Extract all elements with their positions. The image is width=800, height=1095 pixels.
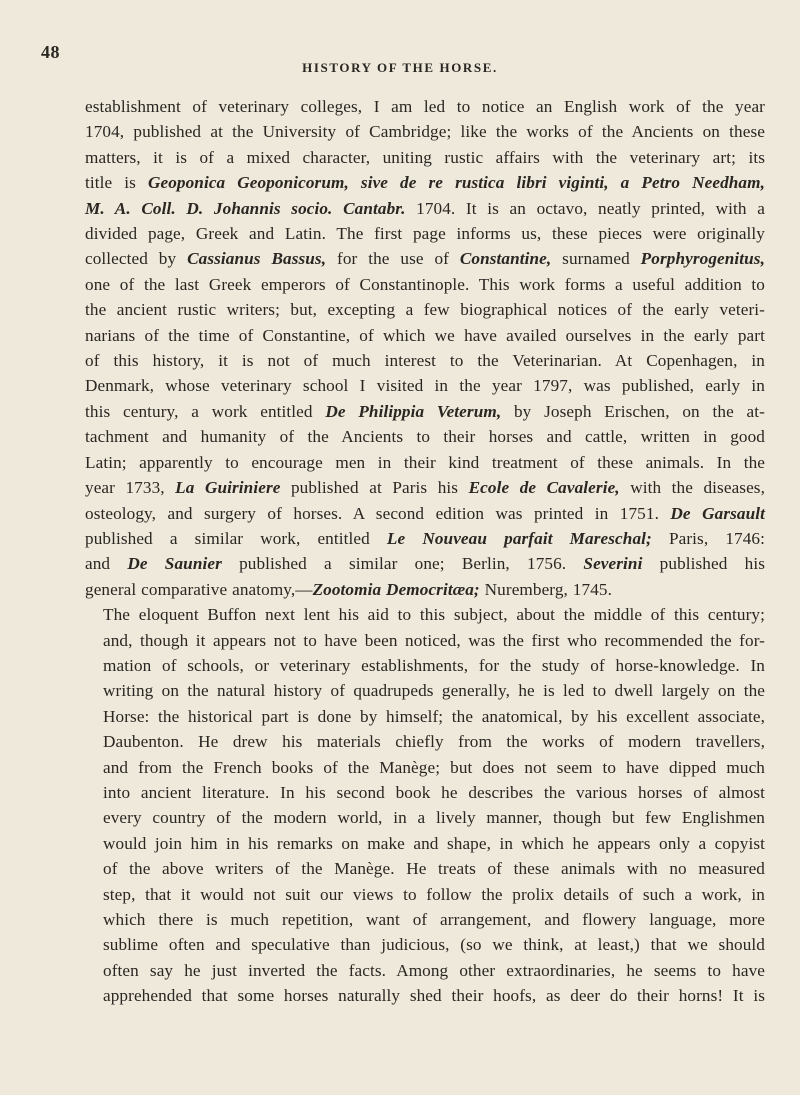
text-run: by Joseph Erischen, on the at- — [501, 401, 765, 421]
text-line — [85, 983, 765, 1008]
text-run: one of the last Greek emperors of Constantinople. This work forms a useful addition to — [85, 274, 765, 294]
italic-title: De Philippia Veterum, — [325, 401, 502, 421]
text-run: tachment and humanity of the Ancients to their horses and cattle, written in good — [85, 427, 765, 447]
italic-title: Geoponica Geoponicorum, sive de re rustica libri viginti, a Petro Needham, — [147, 173, 765, 193]
text-line — [85, 831, 765, 856]
italic-title: Cassianus Bassus, — [187, 249, 327, 269]
text-line — [85, 551, 765, 576]
italic-title: De Garsault — [670, 503, 765, 523]
text-run: and, though it appears not to have been noticed, was the first who recommended the for- — [103, 630, 765, 650]
text-line — [85, 882, 765, 907]
text-run: osteology, and surgery of horses. A second edition was printed in 1751. — [85, 503, 671, 523]
body-text — [85, 94, 765, 1009]
paragraph — [85, 94, 765, 602]
text-line — [85, 450, 765, 475]
text-run: step, that it would not suit our views to follow the prolix details of such a work, in — [103, 884, 765, 904]
text-run: Latin; apparently to encourage men in their kind treatment of these animals. In the — [85, 452, 765, 472]
text-run: published at Paris his — [280, 478, 469, 498]
text-run: mation of schools, or veterinary establishments, for the study of horse-knowledge. In — [103, 655, 765, 675]
text-run: Daubenton. He drew his materials chiefly from the works of modern travellers, — [103, 732, 765, 752]
paragraph — [85, 602, 765, 1009]
italic-title: Severini — [583, 554, 643, 574]
text-run: matters, it is of a mixed character, uniting rustic affairs with the veterinary art; its — [85, 147, 765, 167]
text-line — [85, 704, 765, 729]
text-run: Paris, 1746: — [651, 528, 765, 548]
text-line — [85, 805, 765, 830]
text-line — [85, 577, 765, 602]
text-run: often say he just inverted the facts. Among other extraordinaries, he seems to have — [103, 960, 765, 980]
text-line — [85, 196, 765, 221]
text-line — [85, 602, 765, 627]
text-line — [85, 119, 765, 144]
text-run: sublime often and speculative than judicious, (so we think, at least,) that we should — [103, 935, 765, 955]
page-number: 48 — [41, 42, 60, 62]
text-run: for the use of — [326, 249, 460, 269]
text-run: title is — [85, 173, 148, 193]
text-run: writing on the natural history of quadrupeds generally, he is led to dwell largely on the — [103, 681, 765, 701]
italic-title: Ecole de Cavalerie, — [468, 478, 620, 498]
italic-title: Constantine, — [459, 249, 552, 269]
text-run: with the diseases, — [619, 478, 765, 498]
text-line — [85, 94, 765, 119]
text-run: of the above writers of the Manège. He treats of these animals with no measured — [103, 859, 765, 879]
text-run: Denmark, whose veterinary school I visited in the year 1797, was published, early in — [85, 376, 765, 396]
text-line — [85, 729, 765, 754]
italic-title: Le Nouveau parfait Mareschal; — [386, 528, 652, 548]
text-line — [85, 958, 765, 983]
text-run: collected by — [85, 249, 188, 269]
text-run: apprehended that some horses naturally shed their hoofs, as deer do their horns! It is — [103, 986, 765, 1006]
text-run: and from the French books of the Manège; but does not seem to have dipped much — [103, 757, 765, 777]
text-line — [85, 501, 765, 526]
text-line — [85, 246, 765, 271]
text-run: every country of the modern world, in a lively manner, though but few Englishmen — [103, 808, 765, 828]
text-line — [85, 475, 765, 500]
text-run: of this history, it is not of much interest to the Veterinarian. At Copenhagen, in — [85, 351, 765, 371]
text-run: into ancient literature. In his second book he describes the various horses of almost — [103, 782, 765, 802]
text-line — [85, 653, 765, 678]
text-line — [85, 297, 765, 322]
text-run: The eloquent Buffon next lent his aid to this subject, about the middle of this century; — [103, 605, 765, 625]
text-line — [85, 272, 765, 297]
text-line — [85, 678, 765, 703]
text-run: the ancient rustic writers; but, excepting a few biographical notices of the early veteri- — [85, 300, 765, 320]
text-line — [85, 221, 765, 246]
text-line — [85, 348, 765, 373]
italic-title: La Guiriniere — [175, 478, 281, 498]
text-line — [85, 399, 765, 424]
text-line — [85, 323, 765, 348]
text-run: published a similar work, entitled — [85, 528, 387, 548]
text-run: published a similar one; Berlin, 1756. — [221, 554, 584, 574]
text-run: 1704. It is an octavo, neatly printed, with a — [405, 198, 765, 218]
text-run: divided page, Greek and Latin. The first page informs us, these pieces were originally — [85, 224, 765, 244]
running-head: HISTORY OF THE HORSE. — [302, 60, 498, 75]
text-line — [85, 856, 765, 881]
text-line — [85, 170, 765, 195]
text-run: Horse: the historical part is done by himself; the anatomical, by his excellent associate, — [103, 706, 765, 726]
text-line — [85, 373, 765, 398]
italic-title: M. A. Coll. D. Johannis socio. Cantabr. — [85, 198, 406, 218]
italic-title: Porphyrogenitus, — [640, 249, 765, 269]
text-run: general comparative anatomy,— — [85, 579, 313, 599]
text-run: narians of the time of Constantine, of which we have availed ourselves in the early part — [85, 325, 765, 345]
text-line — [85, 907, 765, 932]
text-run: Nuremberg, 1745. — [479, 579, 612, 599]
text-line — [85, 424, 765, 449]
text-run: which there is much repetition, want of arrangement, and flowery language, more — [103, 910, 765, 929]
text-run: and — [85, 554, 128, 574]
text-line — [85, 932, 765, 957]
text-line — [85, 628, 765, 653]
text-run: establishment of veterinary colleges, I am led to notice an English work of the year — [85, 97, 765, 116]
text-line — [85, 526, 765, 551]
text-line — [85, 755, 765, 780]
italic-title: De Saunier — [127, 554, 222, 574]
text-run: 1704, published at the University of Cambridge; like the works of the Ancients on these — [85, 122, 765, 142]
text-run: year 1733, — [85, 478, 176, 498]
italic-title: Zootomia Democritæa; — [312, 579, 480, 599]
text-run: published his — [642, 554, 765, 574]
text-run: would join him in his remarks on make and shape, in which he appears only a copyist — [103, 833, 765, 853]
text-line — [85, 145, 765, 170]
text-run: surnamed — [551, 249, 641, 269]
text-line — [85, 780, 765, 805]
text-run: this century, a work entitled — [85, 401, 326, 421]
